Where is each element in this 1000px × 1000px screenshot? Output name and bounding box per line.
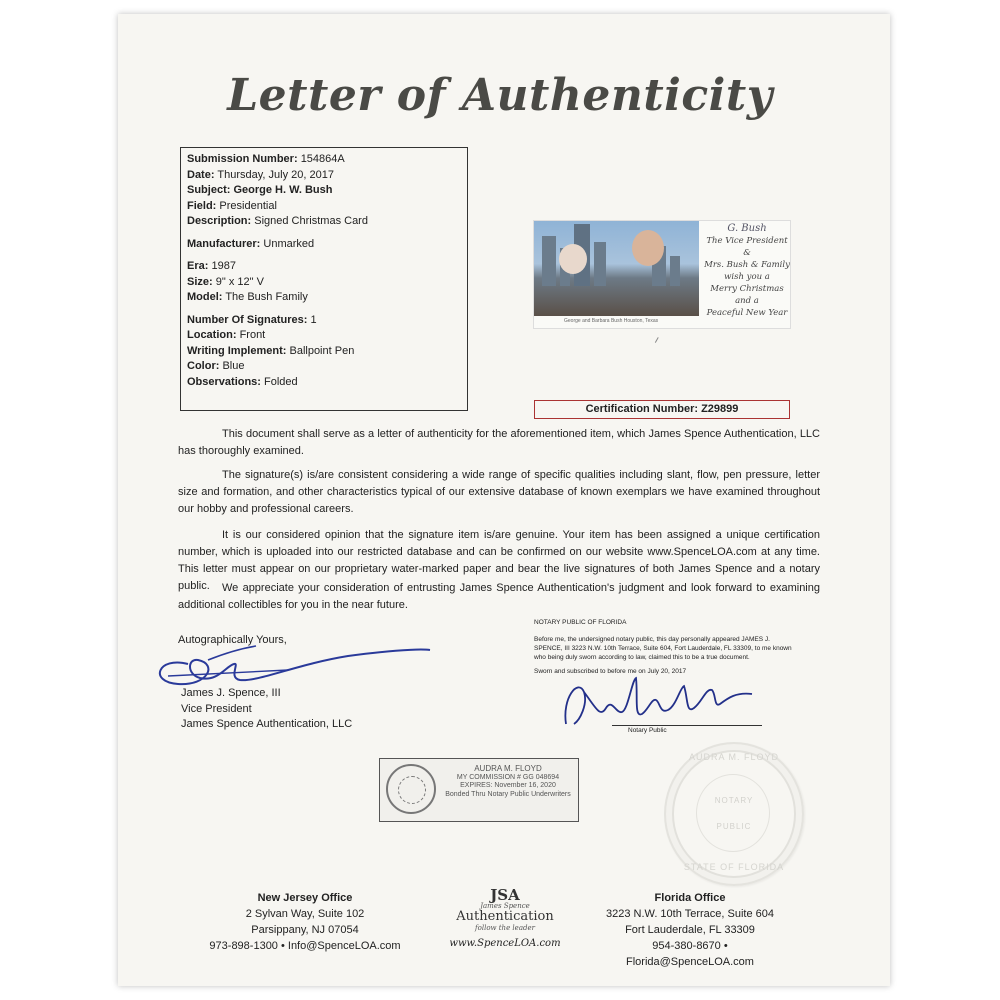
person-head — [559, 244, 587, 274]
manufacturer-value: Unmarked — [263, 237, 315, 250]
card-line: and a — [735, 296, 759, 306]
submission-value: 154864A — [300, 153, 345, 165]
submission-row: Submission Number: 154864A — [187, 153, 345, 165]
fl-office — [590, 890, 790, 970]
location-row: Location: Front — [187, 329, 266, 341]
christmas-card-image — [533, 220, 791, 329]
notary-signature-line — [612, 725, 762, 726]
date-value: Thursday, July 20, 2017 — [217, 168, 334, 181]
stamp-name: AUDRA M. FLOYD — [474, 764, 542, 773]
manufacturer-row: Manufacturer: Unmarked — [187, 237, 315, 250]
stamp-commission: MY COMMISSION # GG 048694 — [456, 773, 560, 781]
paragraph-2: The signature(s) is/are consistent considering a wide range of specific qualities including slant, flow, pen pressure, letter size and formation, and other characteristics typical of our extensive database of known exemplars we have examined throughout our hobby and professional careers. — [178, 469, 820, 515]
card-photo — [534, 221, 699, 316]
field-value: Presidential — [219, 199, 277, 212]
description-row: Description: Signed Christmas Card — [187, 215, 368, 227]
implement-row: Writing Implement: Ballpoint Pen — [187, 344, 355, 357]
era-row: Era: 1987 — [187, 260, 236, 272]
card-line: Mrs. Bush & Family — [704, 260, 790, 270]
stamp-text — [440, 765, 576, 799]
subject-row: Subject: George H. W. Bush — [187, 184, 333, 196]
implement-value: Ballpoint Pen — [289, 344, 355, 357]
nj-address-1: 2 Sylvan Way, Suite 102 — [245, 908, 365, 920]
jsa-logo-auth: Authentication — [456, 909, 554, 924]
jsa-logo-tagline: follow the leader — [475, 924, 535, 932]
signer-name: James J. Spence, III — [181, 687, 281, 699]
seal-bottom-text: STATE OF FLORIDA — [683, 862, 785, 872]
notary-sworn: Sworn and subscribed to before me on July 20, 2017 — [534, 668, 687, 675]
signer-block — [181, 686, 352, 733]
card-signature: G. Bush — [727, 223, 767, 234]
notary-heading: NOTARY PUBLIC OF FLORIDA — [534, 619, 627, 626]
person-head — [632, 230, 664, 266]
observations-row: Observations: Folded — [187, 375, 298, 388]
seal-inner-ring — [696, 774, 770, 852]
fl-address-1: 3223 N.W. 10th Terrace, Suite 604 — [606, 908, 774, 920]
paragraph-4: We appreciate your consideration of entrusting James Spence Authentication's judgment and look forward to examining additional collectibles for you in the near future. — [178, 582, 820, 611]
spence-signature — [148, 634, 438, 694]
jsa-logo — [430, 888, 580, 952]
nj-contact: 973-898-1300 • Info@SpenceLOA.com — [209, 940, 401, 952]
seal-mid-text: PUBLIC — [716, 822, 752, 831]
seal-mid-text: NOTARY — [714, 796, 754, 805]
subject-value: George H. W. Bush — [233, 184, 333, 196]
notary-stamp — [379, 758, 579, 822]
skyline-building — [670, 256, 680, 286]
signer-role: Vice President — [181, 702, 252, 715]
model-row: Model: The Bush Family — [187, 291, 308, 303]
signer-company: James Spence Authentication, LLC — [181, 718, 353, 730]
signatures-value: 1 — [310, 313, 317, 326]
page-title: Letter of Authenticity — [227, 70, 773, 121]
size-value: 9" x 12" V — [215, 275, 264, 288]
jsa-logo-name: James Spence — [480, 902, 530, 910]
stamp-expires: EXPIRES: November 16, 2020 — [460, 782, 556, 789]
model-value: The Bush Family — [225, 291, 308, 303]
nj-office-title: New Jersey Office — [257, 892, 353, 904]
jsa-logo-letters: JSA — [490, 886, 520, 904]
color-row: Color: Blue — [187, 360, 245, 372]
state-seal-icon — [386, 764, 436, 814]
description-value: Signed Christmas Card — [254, 215, 368, 227]
fl-office-title: Florida Office — [654, 892, 726, 904]
card-line: Merry Christmas — [710, 284, 784, 294]
card-caption: George and Barbara Bush Houston, Texas — [564, 318, 659, 324]
observations-value: Folded — [264, 375, 298, 388]
card-line: wish you a — [724, 272, 770, 282]
paragraph-1: This document shall serve as a letter of authenticity for the aforementioned item, which James Spence Authentication, LLC has thoroughly examined. — [178, 428, 820, 457]
skyline-building — [594, 242, 606, 286]
nj-address-2: Parsippany, NJ 07054 — [251, 924, 359, 936]
fl-contact: 954-380-8670 • Florida@SpenceLOA.com — [626, 940, 754, 968]
era-value: 1987 — [211, 260, 236, 272]
card-line: The Vice President & — [706, 236, 788, 258]
jsa-website: www.SpenceLOA.com — [449, 938, 561, 949]
fl-address-2: Fort Lauderdale, FL 33309 — [625, 924, 755, 936]
card-line: Peaceful New Year — [706, 308, 788, 318]
item-info-box — [180, 147, 468, 411]
nj-office — [200, 890, 410, 954]
location-value: Front — [239, 329, 266, 341]
closing-text: Autographically Yours, — [178, 634, 287, 646]
certification-number: Certification Number: Z29899 — [534, 400, 790, 419]
card-message — [704, 223, 790, 319]
signatures-row: Number Of Signatures: 1 — [187, 313, 317, 326]
size-row: Size: 9" x 12" V — [187, 275, 264, 288]
skyline-building — [542, 236, 556, 286]
color-value: Blue — [222, 360, 245, 372]
field-row: Field: Presidential — [187, 199, 277, 212]
embossed-notary-seal — [664, 742, 804, 886]
notary-text: Before me, the undersigned notary public, this day personally appeared JAMES J. SPENCE, III 3223 N.W. 10th Terrace, Suite 604, Fort Lauderdale, FL 33309, to me known who being duly sworn according to law, claimed this to be a true document. — [534, 636, 792, 661]
paragraph-3: It is our considered opinion that the signature item is/are genuine. Your item has been assigned a unique certification number, which is uploaded into our restricted database and can be confirmed on our website www.SpenceLOA.com at any time. This letter must appear on our proprietary water-marked paper and bear the live signatures of both James Spence and a notary public. — [178, 529, 820, 592]
notary-label: Notary Public — [628, 727, 667, 734]
date-row: Date: Thursday, July 20, 2017 — [187, 168, 334, 181]
stamp-bonded: Bonded Thru Notary Public Underwriters — [445, 790, 571, 798]
seal-top-text: AUDRA M. FLOYD — [688, 752, 779, 762]
